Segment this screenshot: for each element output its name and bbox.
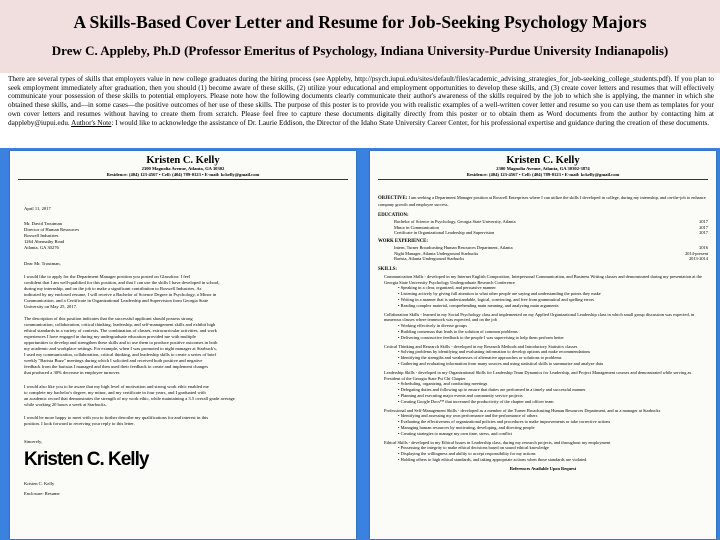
education-year: 2017 xyxy=(699,224,708,230)
letter-address: 2300 Magnolia Avenue, Atlanta, GA 30302 xyxy=(141,166,225,171)
skill-bullet: • Reading complex material, comprehending main meaning, and analyzing main arguments xyxy=(378,303,708,309)
letter-line: to complete my bachelor's degree, my minor, and my certificate in four years, and I graduated with xyxy=(24,390,206,395)
objective-section xyxy=(378,195,708,208)
letter-line: my academic and workplace settings. For example, when I was promoted to night manager at Starbuck's, xyxy=(24,346,217,351)
resume-name: Kristen C. Kelly xyxy=(506,155,580,166)
letter-line: while working 20 hours a week at Starbucks. xyxy=(24,402,107,407)
letter-paragraph-4 xyxy=(24,415,342,427)
letter-paragraph-2 xyxy=(24,316,342,376)
education-title: Bachelor of Science in Psychology, Georgia State University, Atlanta xyxy=(394,218,516,224)
skill-heading: Professional and Self-Management Skills - developed as a member of the Turner Broadcasting Human Resources Department, and as a manager at Starbucks xyxy=(384,407,661,413)
skill-bullet: • Working effectively in diverse groups xyxy=(378,323,708,329)
skill-bullet: • Writing in a manner that is understandable, logical, convincing, and free from grammatical and spelling errors xyxy=(378,297,708,303)
education-year: 2017 xyxy=(699,218,708,224)
education-heading: EDUCATION: xyxy=(378,213,409,218)
poster-title: A Skills-Based Cover Letter and Resume for Job-Seeking Psychology Majors xyxy=(73,12,647,32)
education-title: Certificate in Organizational Leadership and Supervision xyxy=(394,230,495,236)
skill-bullet: • Scheduling, organizing, and conducting meetings xyxy=(378,381,708,387)
skill-bullet: • Building consensus that leads to the solution of common problems xyxy=(378,329,708,335)
letter-line: communication, collaboration, critical thinking, leadership, and self-management skills and exhibit high xyxy=(24,322,216,327)
work-item xyxy=(378,256,708,262)
skill-bullet: • Holding others to high ethical standards, and taking appropriate actions when those standards are violated xyxy=(378,457,708,463)
letter-line: I would like to apply for the Department Manager position you posted on Glassdoor. I feel xyxy=(24,274,191,279)
poster-subtitle: Drew C. Appleby, Ph.D (Professor Emeritus of Psychology, Indiana University-Purdue University Indianapolis) xyxy=(51,43,669,58)
work-title: Night Manager, Atlanta Underground Starbucks xyxy=(394,250,479,256)
letter-recipient xyxy=(24,221,342,251)
work-year: 2016 xyxy=(699,244,708,250)
references-line: References Available Upon Request xyxy=(509,465,577,471)
skills-heading: SKILLS: xyxy=(378,267,397,272)
letter-date: April 11, 2017 xyxy=(24,206,51,211)
skill-bullet: • Speaking in a clear, organized, and persuasive manner xyxy=(378,285,708,291)
resume-phones: Residence: (404) 123-4567 • Cell: (404) 789-0123 • E-mail: kckelly@gmail.com xyxy=(466,171,620,177)
author-note-label: Author's Note xyxy=(71,118,112,127)
letter-line: University on May 25, 2017. xyxy=(24,304,78,309)
letter-line: during my internship, and on the job to make a significant contribution to Roswell Industries. As xyxy=(24,286,202,291)
work-year: 2014-present xyxy=(685,250,708,256)
letter-line: feedback from the baristas I managed and then used their feedback to create and implement changes xyxy=(24,364,209,369)
intro-paragraph xyxy=(8,75,714,127)
recipient-line: Atlanta, GA 30276 xyxy=(24,245,59,250)
title-banner xyxy=(0,0,720,73)
skill-bullet: • Creating Google Docs™ that increased the productivity of the chapter and officer team xyxy=(378,399,708,405)
letter-line: an academic record that demonstrates the strength of my work ethic, while maintaining a 3.5 overall grade average xyxy=(24,396,235,401)
education-section xyxy=(378,213,708,236)
resume xyxy=(370,151,716,539)
skill-bullet: • Identifying the strengths and weaknesses of alternative approaches or solutions to problems xyxy=(378,355,708,361)
skill-bullet: • Gathering and evaluating information from many sources and using statistical skills to summarize and analyze data xyxy=(378,361,708,367)
cover-letter xyxy=(10,151,356,539)
education-title: Minor in Communication xyxy=(394,224,439,230)
resume-address: 2300 Magnolia Avenue, Atlanta, GA 30302-3874 xyxy=(496,166,590,171)
letter-paragraph-3 xyxy=(24,384,342,408)
letter-name: Kristen C. Kelly xyxy=(146,155,220,166)
work-title: Intern, Turner Broadcasting Human Resources Department, Atlanta xyxy=(394,244,513,250)
letter-line: The description of this position indicates that the successful applicant should possess strong xyxy=(24,316,193,321)
skill-bullet: • Listening actively by giving full attention to what other people are saying and understanding the points they make xyxy=(378,291,708,297)
skill-bullet: • Creating strategies to manage my own time, stress, and conflict xyxy=(378,431,708,437)
recipient-line: Roswell Industries xyxy=(24,233,59,238)
recipient-line: 1264 Abernathy Road xyxy=(24,239,65,244)
skill-bullet: • Delegating duties and following up to ensure that duties are performed in a timely and successful manner xyxy=(378,387,708,393)
letter-divider xyxy=(18,179,348,180)
letter-line: I would be more happy to meet with you to further describe my qualifications for and interest in this xyxy=(24,415,209,420)
skill-group xyxy=(378,370,708,405)
skills-section xyxy=(378,267,708,472)
letter-line: ethical standards in a variety of contexts. The combination of classes, extracurricular activities, and work xyxy=(24,328,217,333)
skill-bullet: • Delivering constructive feedback to the people I was supervising to help them perform better xyxy=(378,335,708,341)
skill-group xyxy=(378,344,708,367)
letter-line: Communication, and a Certificate in Organizational Leadership and Supervision from Georgia State xyxy=(24,298,209,303)
letter-line: indicated by my enclosed resume, I will receive a Bachelor of Science Degree in Psychology, a Minor in xyxy=(24,292,217,297)
letter-line: that produced a 30% decrease in employee turnover. xyxy=(24,370,121,375)
letter-line: I would also like you to be aware that my high level of motivation and strong work ethic enabled me xyxy=(24,384,209,389)
skill-bullet: • Managing human resources by motivating, developing, and directing people xyxy=(378,425,708,431)
skill-group xyxy=(378,312,708,341)
skill-bullet: • Possessing the integrity to make ethical decisions based on sound ethical knowledge xyxy=(378,445,708,451)
recipient-line: Director of Human Resources xyxy=(24,227,79,232)
letter-enclosure: Enclosure: Resume xyxy=(24,491,60,496)
skill-group xyxy=(378,440,708,463)
intro-text: There are several types of skills that employers value in new college graduates during the hiring process (see Appleby, http://psych.iupui.edu/sites/default/files/academic_advising_strategies_for_job-seeking_college_students.pdf). If you plan to seek employment immediately after graduation, then you should (1) become aware of these skills, (2) utilize your educational and employment opportunities to develop these skills, and (3) create cover letters and resumes that will effectively communicate your possession of these skills to potential employers. Please note how the following documents clearly communicate their author's awareness of the skills required by the job to which she is applying, the manner in which she obtained these skills, and—in some cases—the positive outcomes of her use of these skills. The purpose of this poster is to provide you with realistic examples of a well-written cover letter and resume so you can use them as templates for your own cover letters and resumes without having to create them from scratch. Please feel free to capture these documents digitally directly from this poster or to obtain them as Word documents from the author by contacting him at dappleby@iupui.edu. xyxy=(8,75,714,127)
letter-salutation: Dear Mr. Troutman, xyxy=(24,261,61,266)
letter-phones: Residence: (404) 123-4567 • Cell: (404) 789-0123 • E-mail: kckelly@gmail.com xyxy=(106,171,260,177)
letter-signed-name: Kristen C. Kelly xyxy=(24,481,55,486)
skill-heading: Ethical Skills - developed in my Ethical Issues in Leadership class, during my research projects, and throughout my employment xyxy=(384,439,611,445)
work-year: 2013-2014 xyxy=(688,256,708,262)
work-heading: WORK EXPERIENCE: xyxy=(378,239,428,244)
letter-line: confident that I am well-qualified for this position, and that I can use the skills I have developed in school, xyxy=(24,280,220,285)
skill-bullet: • Evaluating the effectiveness of organizational policies and procedures to make improvements or take corrective actions xyxy=(378,419,708,425)
poster-background xyxy=(0,148,720,540)
letter-line: opportunities to develop and strengthen these skills and to use them to produce positive outcomes in both xyxy=(24,340,218,345)
letter-line: position. I look forward to receiving your reply to this letter. xyxy=(24,421,135,426)
letter-line: experiences I have engaged in during my undergraduate education provided me with multiple xyxy=(24,334,196,339)
education-item xyxy=(378,230,708,236)
letter-paragraph-1 xyxy=(24,274,342,310)
skill-heading: Collaboration Skills - learned in my Social Psychology class and implemented on my Applied Organizational Leadership class in which small group discussion was expected, in numerous classes where teamwork was expected, and on the job xyxy=(384,311,695,323)
skill-heading: Leadership Skills - developed in my Organizational Skills for Leadership Team Dynamics for Leadership, and Project Management courses and demonstrated while serving as President of the Georgia State Psi Chi Chapter xyxy=(384,369,692,381)
recipient-line: Mr. David Troutman xyxy=(24,221,62,226)
education-year: 2017 xyxy=(699,230,708,236)
resume-divider xyxy=(378,179,708,180)
skill-heading: Critical Thinking and Research Skills - developed in my Research Methods and Introductory Statistics classes xyxy=(384,343,578,349)
objective-heading: OBJECTIVE: xyxy=(378,196,408,201)
letter-line: weekly "Barista Buzz" meetings during which I solicited and received both positive and negative xyxy=(24,358,203,363)
author-note-text: : I would like to acknowledge the assistance of Dr. Laurie Eddison, the Director of the Idaho State University Career Center, for his professional expertise and guidance during the creation of these documents. xyxy=(111,118,710,127)
work-title: Barista, Atlanta Underground Starbucks xyxy=(394,256,465,262)
skill-bullet: • Solving problems by identifying and evaluating information to develop options and make recommendations xyxy=(378,349,708,355)
letter-closing: Sincerely, xyxy=(24,439,43,444)
skill-bullet: • Displaying the willingness and ability to accept responsibility for my actions xyxy=(378,451,708,457)
letter-line: I used my communication, collaboration, critical thinking, and leadership skills to create a series of brief xyxy=(24,352,217,357)
work-section xyxy=(378,239,708,262)
objective-text: I am seeking a Department Manager position at Roswell Enterprises where I can utilize the skills I developed in college, during my internship, and on-the-job to enhance company growth and employee success. xyxy=(378,195,706,207)
skill-bullet: • Planning and executing major events and community service projects xyxy=(378,393,708,399)
skill-group xyxy=(378,408,708,437)
skill-group xyxy=(378,274,708,309)
skill-bullet: • Identifying and assessing my own performance and the performance of others xyxy=(378,413,708,419)
skill-heading: Communication Skills - developed in my Internet English Composition, Interpersonal Communication, and Business Writing classes and demonstrated during my presentation at the Georgia State University Psychology Undergraduate Research Conference xyxy=(384,273,702,285)
letter-signature: Kristen C. Kelly xyxy=(24,449,149,470)
